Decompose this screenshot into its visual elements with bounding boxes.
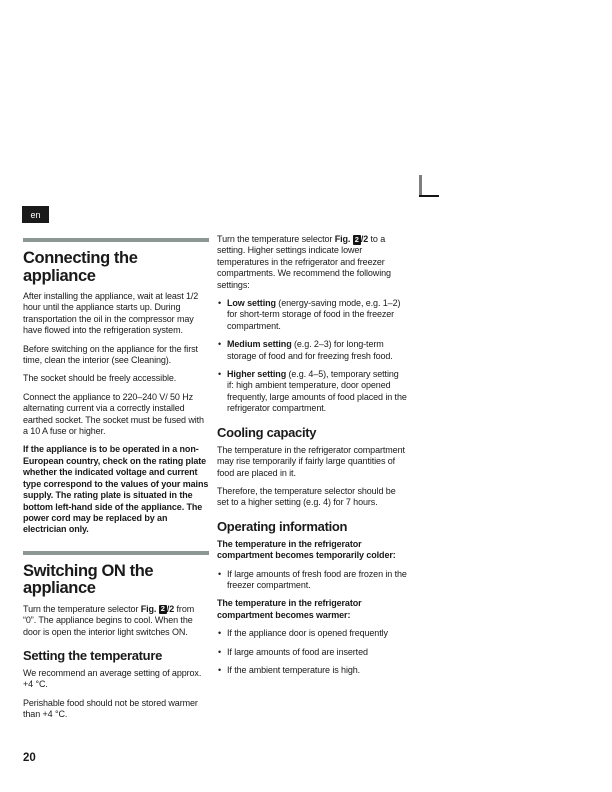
heading-connecting-the-appliance: Connecting the appliance <box>23 249 138 285</box>
bullet-lead: Medium setting <box>227 339 292 350</box>
list-item-food-inserted: • If large amounts of food are inserted <box>217 647 407 658</box>
bullet-rest: (e.g. 2–3) for long-term storage of food and for freezing fresh food. <box>227 339 393 361</box>
paragraph-switch-on <box>23 604 209 638</box>
language-badge: en <box>22 206 49 223</box>
list-item-door-opened: • If the appliance door is opened frequently <box>217 628 407 639</box>
list-item-fresh-food-frozen: • If large amounts of fresh food are frozen in the freezer compartment. <box>217 569 407 592</box>
heading-setting-temperature: Setting the temperature <box>23 647 163 663</box>
paragraph-socket-accessible: The socket should be freely accessible. <box>23 373 177 384</box>
paragraph-non-european-warning: If the appliance is to be operated in a non-European country, check on the rating plate whether the indicated voltage and current type correspond to the values of your mains supply. The rating plate is situated in the bottom left-hand side of the appliance. The power cord may be replaced by an electrician only. <box>23 444 209 535</box>
right-column <box>217 234 407 683</box>
left-column <box>23 238 209 728</box>
list-item-ambient-high: • If the ambient temperature is high. <box>217 665 407 676</box>
selector-text-post: to a setting. Higher settings indicate lower temperatures in the refrigerator and freezer compartments. We recommend the following settings: <box>217 234 391 290</box>
heading-switching-on: Switching ON the appliance <box>23 561 154 598</box>
paragraph-connect-voltage: Connect the appliance to 220–240 V/ 50 Hz alternating current via a correctly installed earthed socket. The socket must be fused with a 10 A fuse or higher. <box>23 391 204 437</box>
selector-text-pre: Turn the temperature selector <box>217 234 335 244</box>
heading-operating-information: Operating information <box>217 518 348 534</box>
paragraph-perishable-food: Perishable food should not be stored warmer than +4 °C. <box>23 697 198 720</box>
section-divider-middle <box>23 551 209 555</box>
list-item-medium-setting <box>217 339 407 362</box>
paragraph-temperature-rise: The temperature in the refrigerator compartment may rise temporarily if fairly large quantities of food are placed in it. <box>217 444 405 478</box>
crop-mark-horizontal <box>419 195 439 197</box>
bullet-lead: Higher setting <box>227 369 287 380</box>
paragraph-selector-settings <box>217 234 407 291</box>
heading-cooling-capacity: Cooling capacity <box>217 424 317 440</box>
figure-reference-label: Fig. <box>140 603 159 614</box>
list-item-higher-setting <box>217 369 407 415</box>
paragraph-install-wait: After installing the appliance, wait at least 1/2 hour until the appliance starts up. During transportation the oil in the compressor may have flowed into the refrigeration system. <box>23 291 199 336</box>
bullet-rest: (e.g. 4–5), temporary setting if: high ambient temperature, door opened frequently, large amounts of food placed in the refrigerator compartment. <box>227 369 407 414</box>
figure-reference-suffix: /2 <box>166 603 175 614</box>
subheading-becomes-warmer: The temperature in the refrigerator compartment becomes warmer: <box>217 598 362 620</box>
figure-number-box: 2 <box>160 604 165 614</box>
bullet-lead: Low setting <box>227 298 276 309</box>
bullet-rest: (energy-saving mode, e.g. 1–2) for short-term storage of food in the freezer compartment. <box>227 298 401 331</box>
figure-reference-suffix: /2 <box>360 234 369 244</box>
switch-on-text-post: from “0”. The appliance begins to cool. When the door is open the interior light switches ON. <box>23 603 195 637</box>
switch-on-text-pre: Turn the temperature selector <box>23 603 141 614</box>
colder-bullet-list <box>217 569 407 592</box>
figure-number-box: 2 <box>354 234 359 244</box>
paragraph-recommended-setting: We recommend an average setting of approx. +4 °C. <box>23 667 202 690</box>
settings-bullet-list <box>217 298 407 415</box>
paragraph-higher-setting-7-hours: Therefore, the temperature selector should be set to a higher setting (e.g. 4) for 7 hours. <box>217 485 396 508</box>
subheading-becomes-colder: The temperature in the refrigerator compartment becomes temporarily colder: <box>217 538 396 561</box>
crop-mark-vertical <box>419 175 422 196</box>
section-divider-top <box>23 238 209 242</box>
page-number: 20 <box>23 752 36 764</box>
list-item-low-setting <box>217 298 407 332</box>
paragraph-clean-interior: Before switching on the appliance for the first time, clean the interior (see Cleaning). <box>23 343 198 366</box>
warmer-bullet-list <box>217 628 407 676</box>
figure-reference-label: Fig. <box>334 234 353 244</box>
